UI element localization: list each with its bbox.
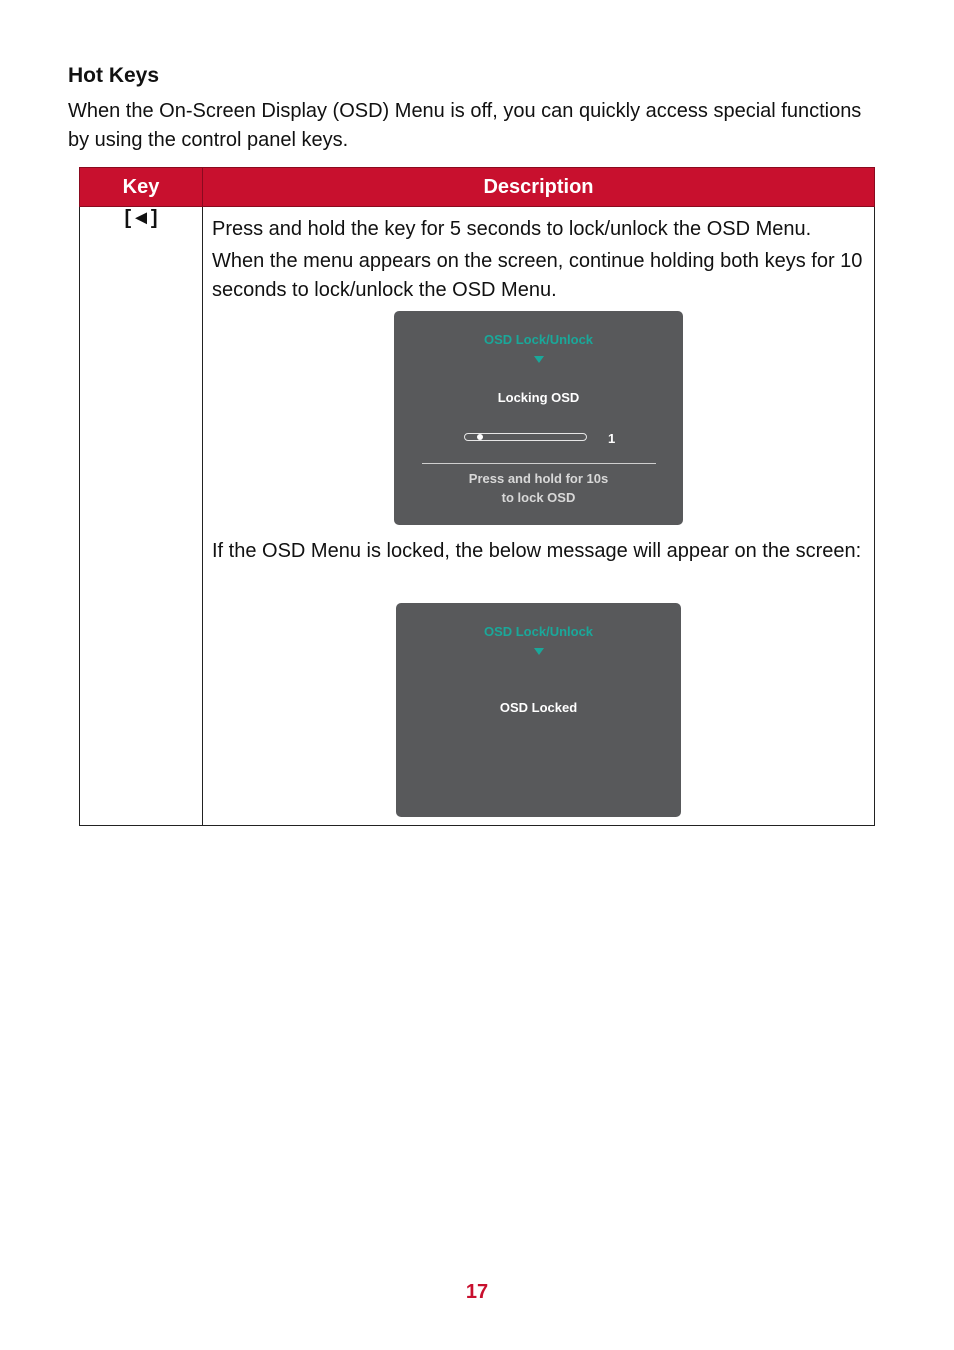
osd-locked-label: OSD Locked [499,700,578,715]
section-heading: Hot Keys [68,64,160,87]
description-paragraph-3: If the OSD Menu is locked, the below message will appear on the screen: [212,540,862,562]
osd-locking-label: Locking OSD [497,390,580,405]
key-cell-left-arrow [80,207,203,826]
triangle-down-icon [534,648,544,655]
osd-hint-line-1: Press and hold for 10s [468,471,609,486]
osd-locking-dialog [394,311,683,525]
hot-keys-table [79,167,875,826]
section-intro: When the On-Screen Display (OSD) Menu is off, you can quickly access special functions by using the control panel keys. [68,100,862,151]
table-row [80,207,875,826]
table-header-row [80,168,875,207]
osd-divider [422,463,656,464]
triangle-down-icon [534,356,544,363]
description-paragraph-1: Press and hold the key for 5 seconds to lock/unlock the OSD Menu. [212,218,812,240]
column-header-description: Description [203,168,875,207]
column-header-key: Key [80,168,203,207]
page-number: 17 [465,1281,489,1303]
lock-progress-value: 1 [608,431,616,446]
osd-locking-title: OSD Lock/Unlock [483,332,594,347]
description-cell [203,207,875,826]
osd-hint-line-2: to lock OSD [501,490,576,505]
osd-locked-dialog [396,603,681,817]
lock-progress-slider [464,433,587,441]
osd-locking-hint [394,469,683,507]
slider-thumb [477,434,483,440]
description-paragraph-2: When the menu appears on the screen, continue holding both keys for 10 seconds to lock/unlock the OSD Menu. [212,250,863,301]
left-arrow-key-label: [◄] [124,207,158,229]
osd-locked-title: OSD Lock/Unlock [483,624,594,639]
